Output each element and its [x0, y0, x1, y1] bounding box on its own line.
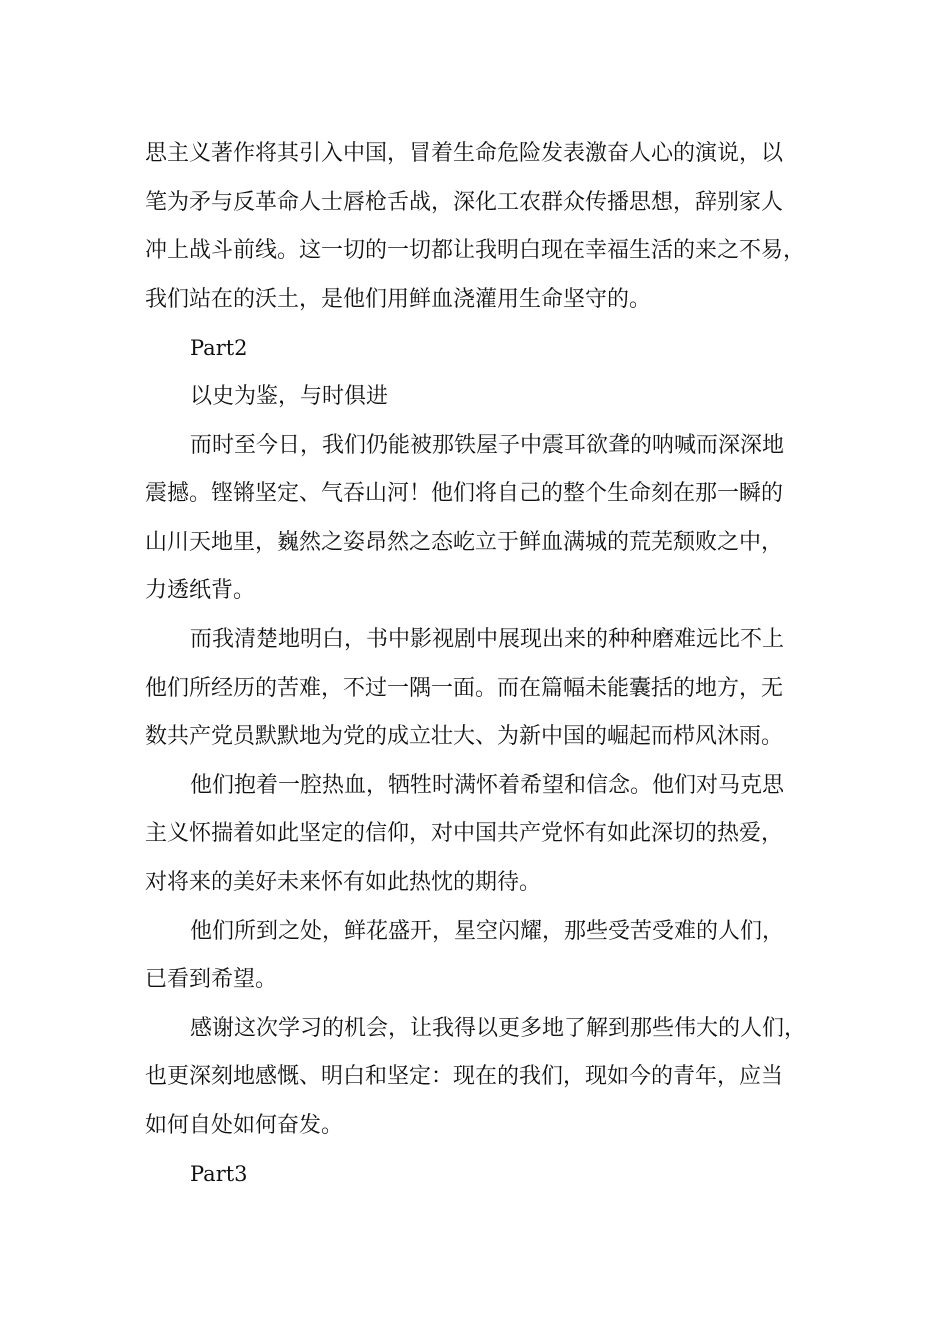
section-heading-part3: Part3 — [190, 1162, 248, 1187]
text-line: 主义怀揣着如此坚定的信仰，对中国共产党怀有如此深切的热爱， — [145, 821, 784, 847]
text-line: 思主义著作将其引入中国，冒着生命危险发表激奋人心的演说，以 — [145, 141, 784, 166]
section-heading-part2: Part2 — [190, 336, 248, 361]
text-line: 他们所经历的苦难，不过一隅一面。而在篇幅未能囊括的地方，无 — [145, 675, 784, 701]
text-line: 也更深刻地感慨、明白和坚定：现在的我们，现如今的青年，应当 — [145, 1064, 784, 1090]
text-line: 笔为矛与反革命人士唇枪舌战，深化工农群众传播思想，辞别家人 — [145, 189, 784, 215]
text-line: 对将来的美好未来怀有如此热忱的期待。 — [145, 869, 542, 895]
text-line: 力透纸背。 — [145, 578, 256, 604]
text-line: 已看到希望。 — [145, 967, 278, 993]
document-body — [145, 130, 815, 1199]
section-subtitle: 以史为鉴，与时俱进 — [190, 383, 389, 409]
text-line: 震撼。铿锵坚定、气吞山河！他们将自己的整个生命刻在那一瞬的 — [145, 481, 784, 507]
text-line: 而时至今日，我们仍能被那铁屋子中震耳欲聋的呐喊而深深地 — [190, 432, 785, 458]
text-line: 而我清楚地明白，书中影视剧中展现出来的种种磨难远比不上 — [190, 626, 785, 652]
text-line: 如何自处如何奋发。 — [145, 1112, 344, 1138]
text-line: 他们抱着一腔热血，牺牲时满怀着希望和信念。他们对马克思 — [190, 772, 785, 798]
text-line: 数共产党员默默地为党的成立壮大、为新中国的崛起而栉风沐雨。 — [145, 724, 784, 750]
text-line: 他们所到之处，鲜花盛开，星空闪耀，那些受苦受难的人们， — [190, 918, 785, 944]
text-line: 感谢这次学习的机会，让我得以更多地了解到那些伟大的人们， — [190, 1015, 807, 1041]
text-line: 我们站在的沃土，是他们用鲜血浇灌用生命坚守的。 — [145, 286, 652, 312]
text-line: 山川天地里，巍然之姿昂然之态屹立于鲜血满城的荒芜颓败之中， — [145, 529, 784, 555]
text-line: 冲上战斗前线。这一切的一切都让我明白现在幸福生活的来之不易， — [145, 238, 806, 264]
